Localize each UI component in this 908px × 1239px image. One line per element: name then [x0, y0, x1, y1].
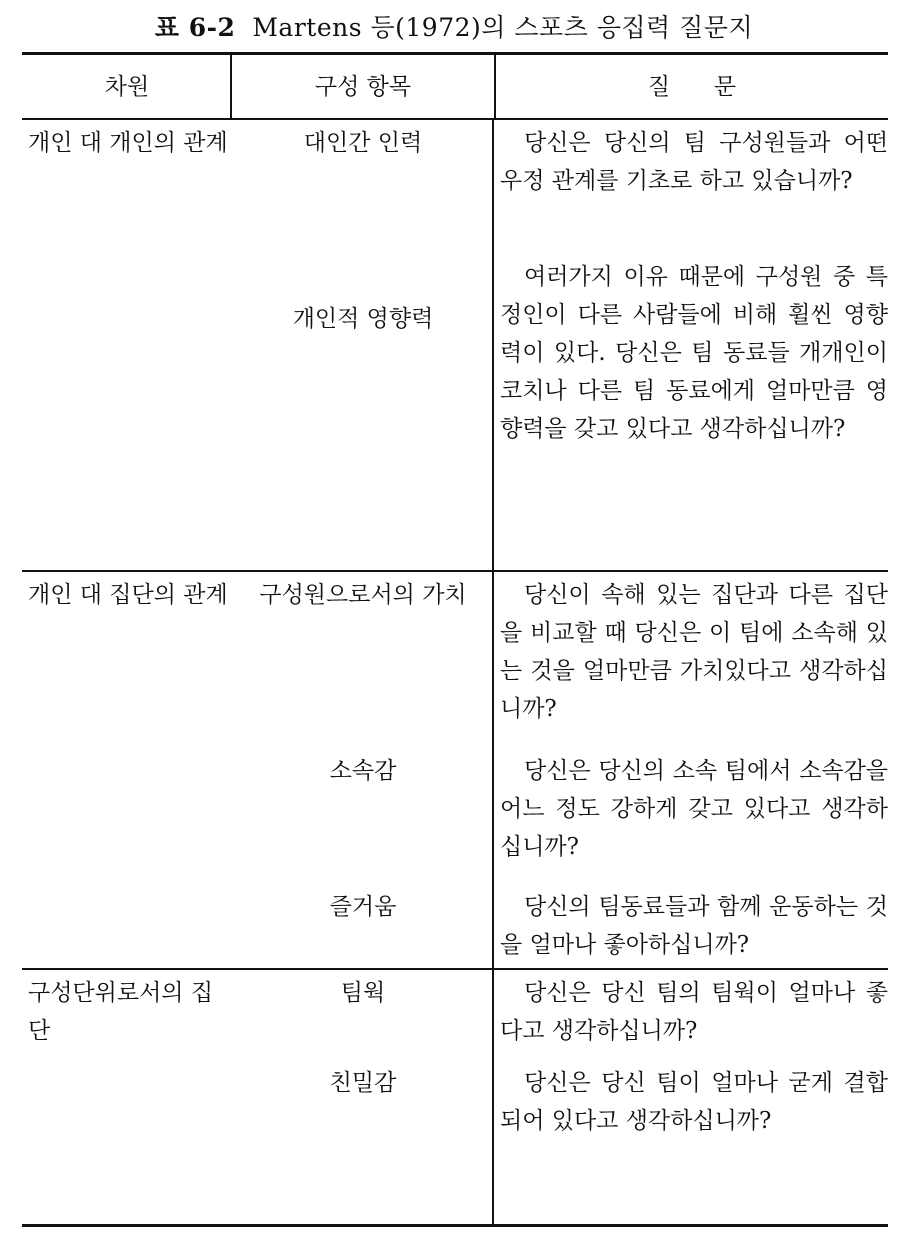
- header-rule: [22, 118, 888, 120]
- row-1-item-1: 대인간 인력: [303, 130, 423, 156]
- row-2-item-1: 구성원으로서의 가치: [259, 582, 467, 608]
- row-3-question-2: 당신은 당신 팀이 얼마나 굳게 결합되어 있다고 생각하십니까?: [500, 1070, 888, 1134]
- row-2-item-2: 소속감: [329, 758, 397, 784]
- row-3-question-1: 당신은 당신 팀의 팀웍이 얼마나 좋다고 생각하십니까?: [500, 980, 888, 1044]
- row-2-item-3: 즐거움: [329, 894, 397, 920]
- header-divider-2: [494, 54, 496, 118]
- question-column-divider: [492, 118, 494, 1224]
- row-2-question-3: 당신의 팀동료들과 함께 운동하는 것을 얼마나 좋아하십니까?: [500, 894, 888, 958]
- row-2-question-1: 당신이 속해 있는 집단과 다른 집단을 비교할 때 당신은 이 팀에 소속해 있는 것을 얼마만큼 가치있다고 생각하십니까?: [500, 582, 888, 722]
- row-2-dimension: 개인 대 집단의 관계: [28, 582, 228, 608]
- row-1-rule: [22, 570, 888, 572]
- row-1-question-1: 당신은 당신의 팀 구성원들과 어떤 우정 관계를 기초로 하고 있습니까?: [500, 130, 888, 194]
- row-1-dimension: 개인 대 개인의 관계: [28, 130, 228, 156]
- header-question: 질 문: [647, 74, 737, 100]
- row-3-item-1: 팀웍: [340, 980, 386, 1006]
- header-divider-1: [230, 54, 232, 118]
- row-1-item-2: 개인적 영향력: [292, 306, 434, 332]
- header-item: 구성 항목: [314, 74, 412, 100]
- row-2-question-2: 당신은 당신의 소속 팀에서 소속감을 어느 정도 강하게 갖고 있다고 생각하십니까?: [500, 758, 888, 860]
- table-top-rule: [22, 52, 888, 55]
- row-3-dimension: 구성단위로서의 집단: [28, 980, 214, 1044]
- table-number: 표 6-2: [154, 13, 236, 42]
- table-title: Martens 등(1972)의 스포츠 응집력 질문지: [252, 13, 754, 42]
- header-dimension: 차원: [104, 74, 150, 100]
- row-1-question-2: 여러가지 이유 때문에 구성원 중 특정인이 다른 사람들에 비해 휠씬 영향력이 있다. 당신은 팀 동료들 개개인이 코치나 다른 팀 동료에게 얼마만큼 영향력을 갖고 있다고 생각하십니까?: [500, 264, 888, 442]
- table-caption: [0, 8, 908, 44]
- row-3-item-2: 친밀감: [329, 1070, 397, 1096]
- table-bottom-rule: [22, 1224, 888, 1227]
- row-2-rule: [22, 968, 888, 970]
